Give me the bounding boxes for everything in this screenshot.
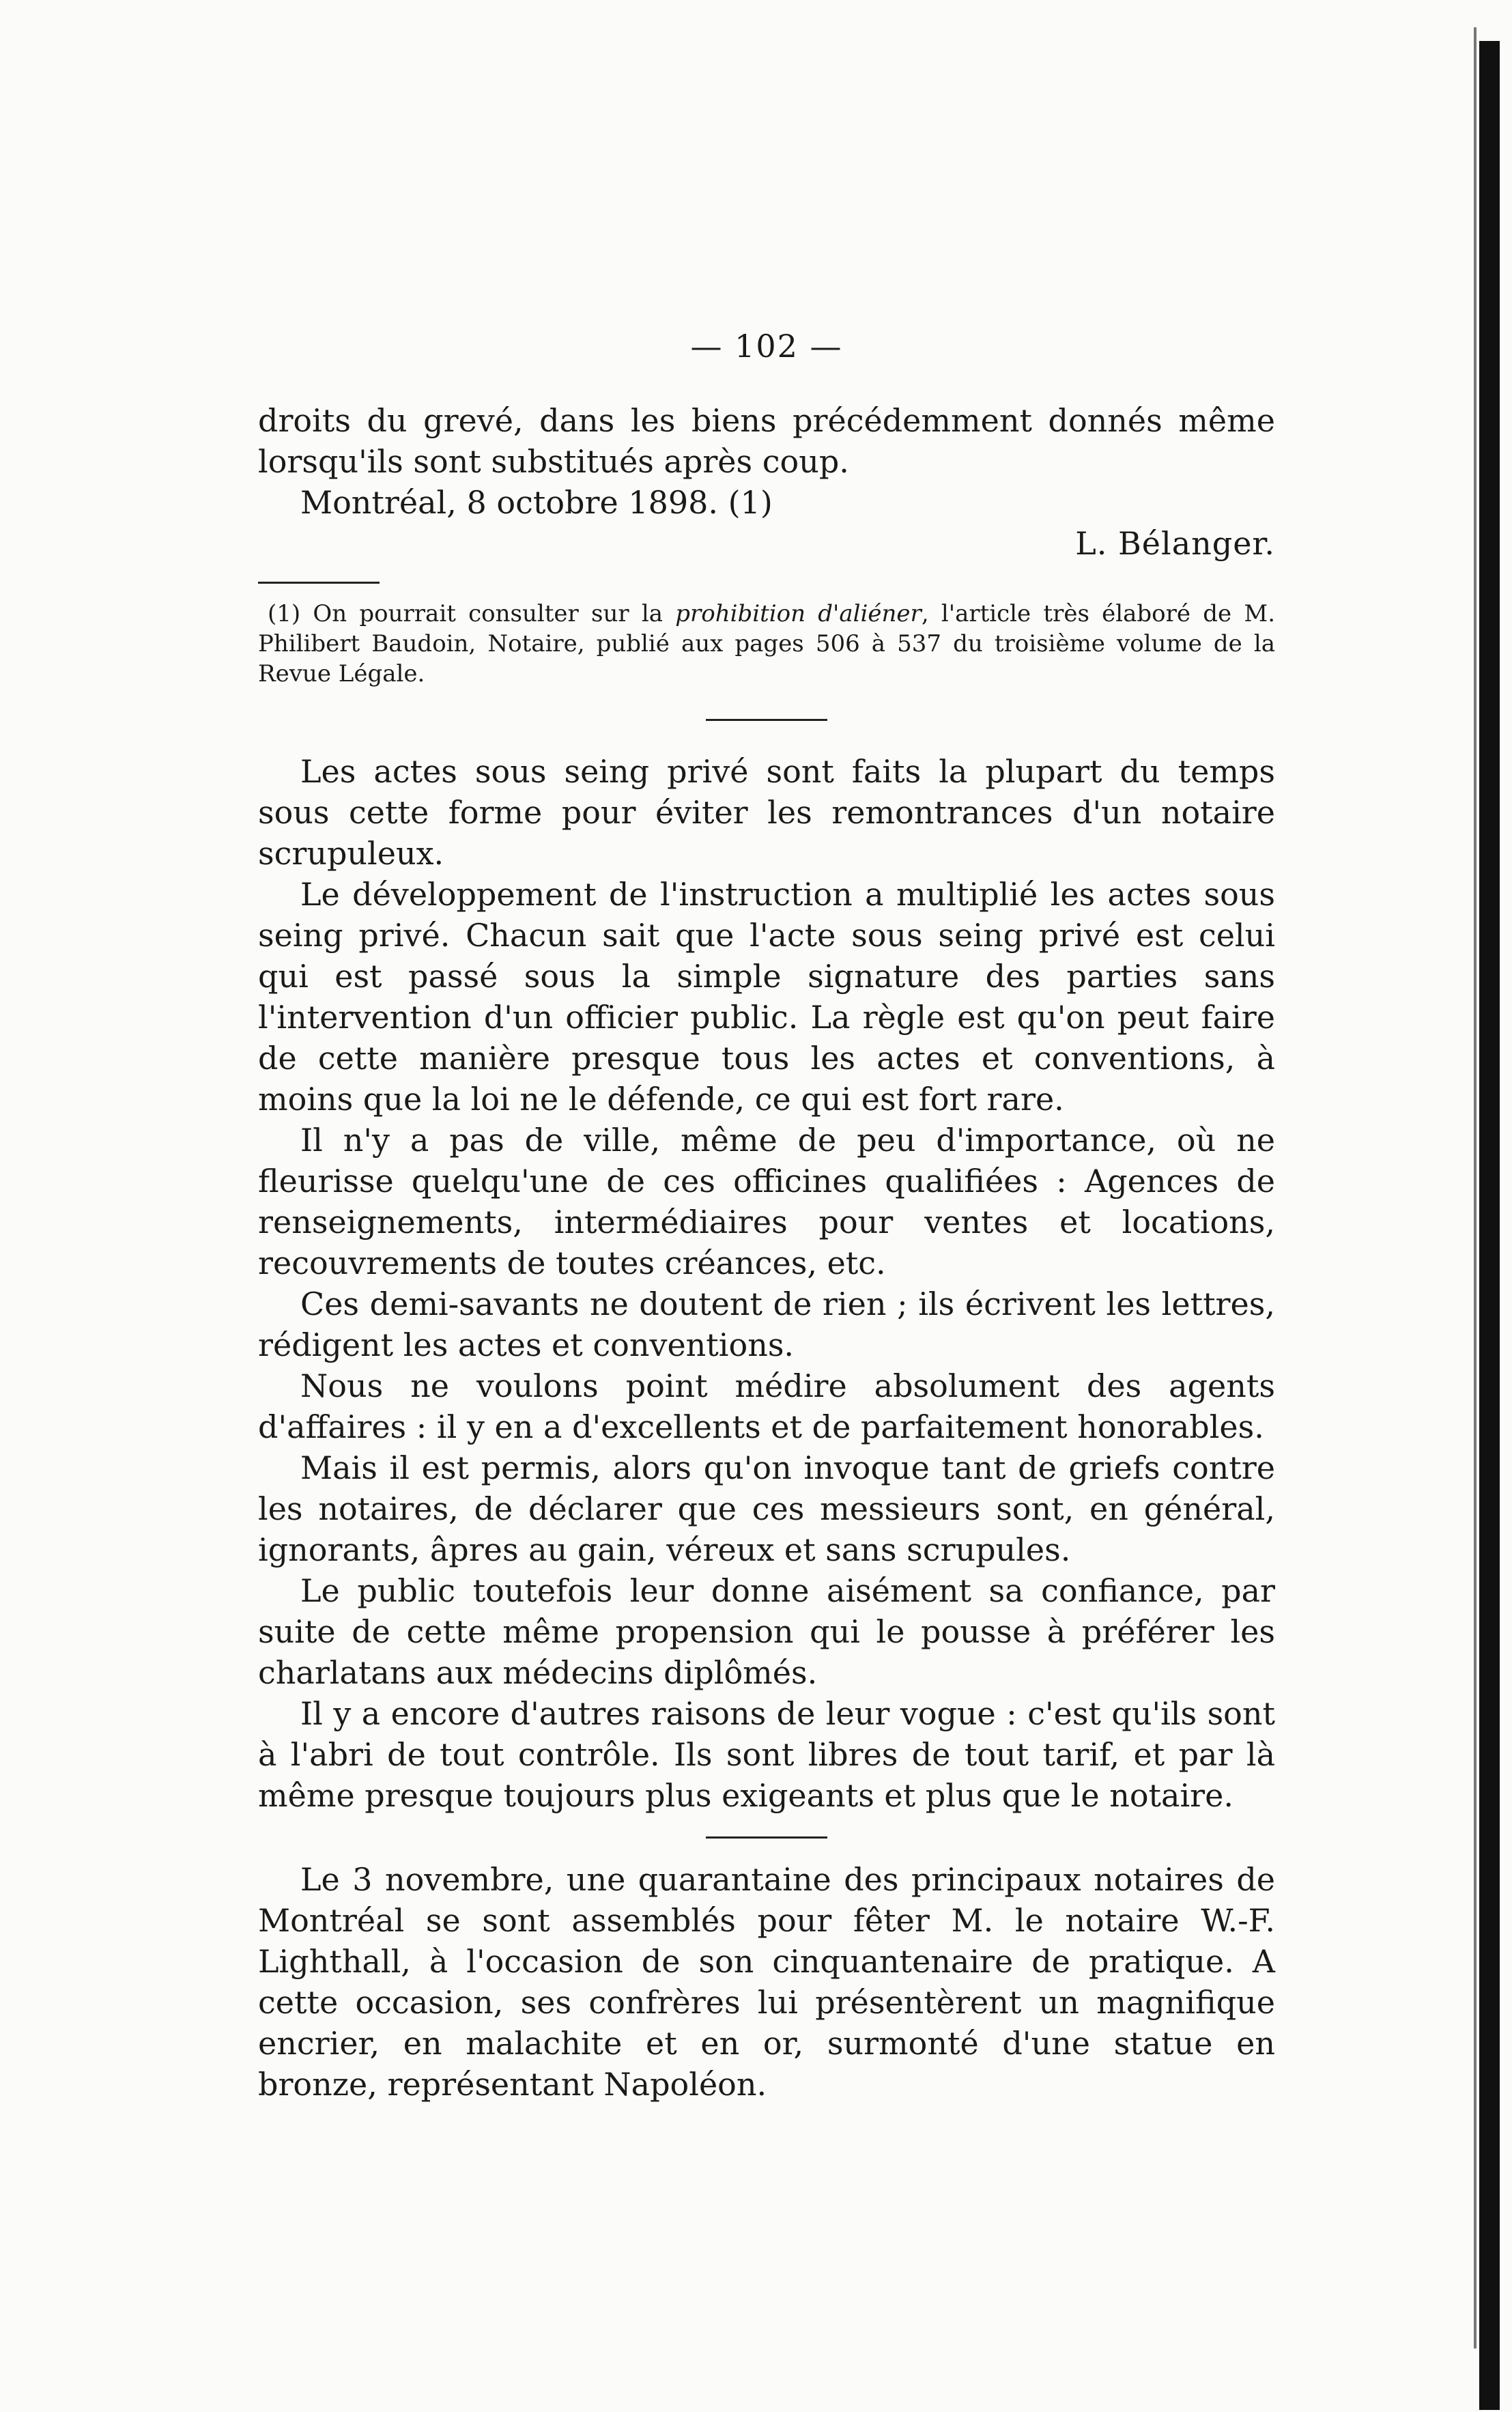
scan-edge-line	[1474, 27, 1477, 2349]
author-signature: L. Bélanger.	[1075, 525, 1275, 562]
document-page	[258, 328, 1275, 2105]
section-separator	[706, 719, 827, 721]
section-separator	[706, 1836, 827, 1839]
body-paragraph: Ces demi-savants ne doutent de rien ; ils écrivent les lettres, rédigent les actes et conventions.	[258, 1286, 1275, 1363]
body-paragraph: Le développement de l'instruction a multiplié les actes sous seing privé. Chacun sait que l'acte sous seing privé est celui qui est passé sous la simple signature des parties sans l'intervention d'un officier public. La règle est qu'on peut faire de cette manière presque tous les actes et conventions, à moins que la loi ne le défende, ce qui est fort rare.	[258, 876, 1275, 1118]
footnote-rule	[258, 582, 380, 584]
body-paragraph: Il y a encore d'autres raisons de leur vogue : c'est qu'ils sont à l'abri de tout contrôle. Ils sont libres de tout tarif, et par là même presque toujours plus exigeants et plus que le notaire.	[258, 1695, 1275, 1814]
page-number: — 102 —	[690, 328, 843, 365]
scan-edge-shadow	[1479, 41, 1500, 2410]
body-paragraph: Nous ne voulons point médire absolument des agents d'affaires : il y en a d'excellents et de parfaitement honorables.	[258, 1367, 1275, 1445]
body-paragraph: Le public toutefois leur donne aisément sa confiance, par suite de cette même propension qui le pousse à préférer les charlatans aux médecins diplômés.	[258, 1572, 1275, 1691]
footnote-italic-term: prohibition d'aliéner	[675, 600, 922, 627]
news-paragraph: Le 3 novembre, une quarantaine des principaux notaires de Montréal se sont assemblés pour fêter M. le notaire W.-F. Lighthall, à l'occasion de son cinquantenaire de pratique. A cette occasion, ses confrères lui présentèrent un magnifique encrier, en malachite et en or, surmonté d'une statue en bronze, représentant Napoléon.	[258, 1861, 1275, 2103]
body-paragraph: Les actes sous seing privé sont faits la plupart du temps sous cette forme pour éviter les remontrances d'un notaire scrupuleux.	[258, 753, 1275, 872]
footnote	[258, 599, 1275, 689]
continued-paragraph: droits du grevé, dans les biens précédemment donnés même lorsqu'ils sont substitués après coup.	[258, 402, 1275, 480]
date-line: Montréal, 8 octobre 1898. (1)	[300, 484, 773, 521]
body-paragraph: Mais il est permis, alors qu'on invoque tant de griefs contre les notaires, de déclarer que ces messieurs sont, en général, ignorants, âpres au gain, véreux et sans scrupules.	[258, 1449, 1275, 1568]
footnote-text-end: , l'article très élaboré de M. Philibert Baudoin, Notaire, publié aux pages 506 à 537 du troisième volume de la Revue Légale.	[258, 600, 1276, 687]
body-paragraph: Il n'y a pas de ville, même de peu d'importance, où ne fleurisse quelqu'une de ces officines qualifiées : Agences de renseignements, intermédiaires pour ventes et locations, recouvrements de toutes créances, etc.	[258, 1122, 1275, 1281]
footnote-text-start: (1) On pourrait consulter sur la	[268, 600, 676, 627]
